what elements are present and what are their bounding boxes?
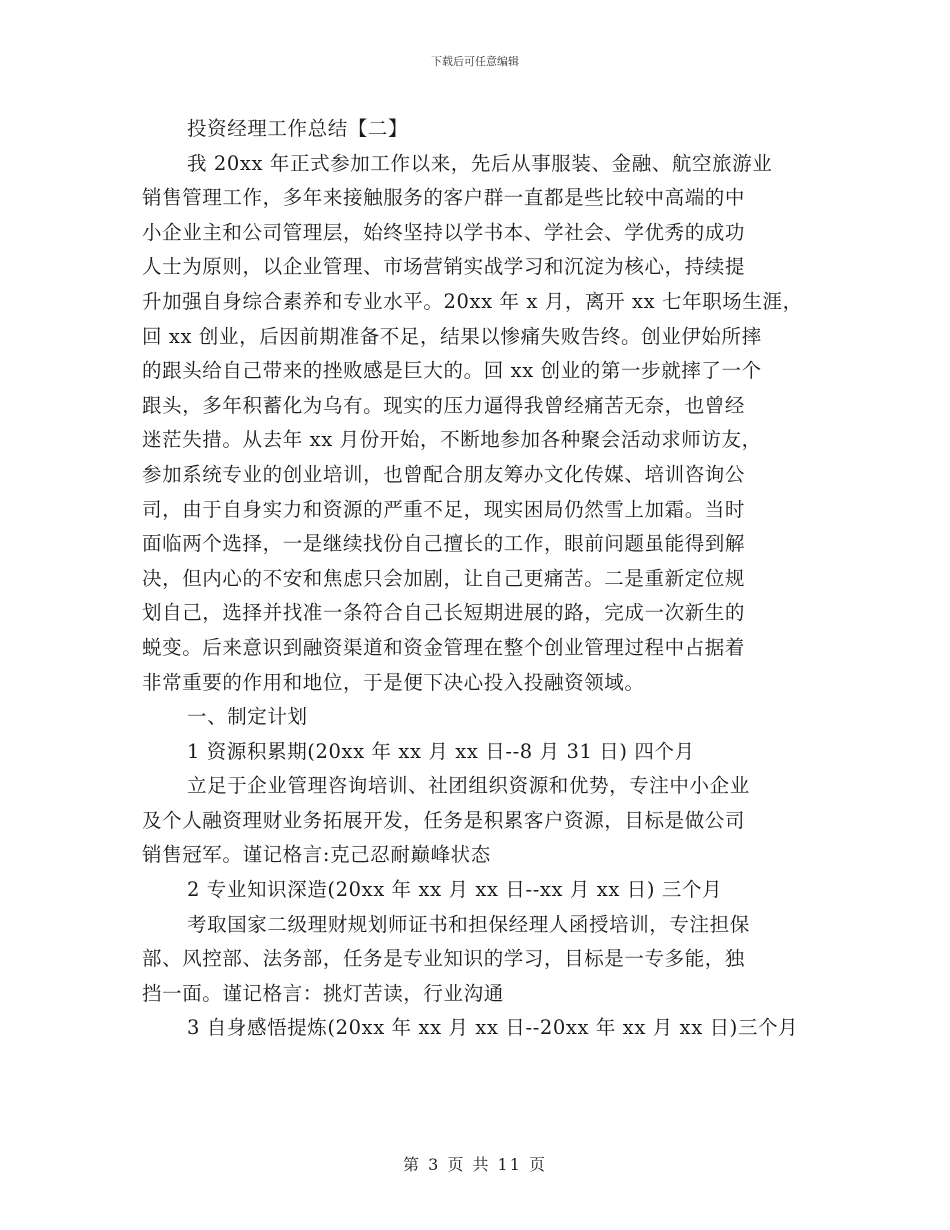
text-line: 部、风控部、法务部，任务是专业知识的学习，目标是一专多能，独 (142, 947, 746, 971)
section-title: 投资经理工作总结【二】 (187, 117, 409, 140)
text-line: 3 自身感悟提炼(20xx 年 xx 月 xx 日--20xx 年 xx 月 xx 日)三个月 (187, 1016, 799, 1040)
text-line: 非常重要的作用和地位，于是便下决心投入投融资领域。 (142, 670, 645, 694)
text-line: 2 专业知识深造(20xx 年 xx 月 xx 日--xx 月 xx 日) 三个月 (187, 878, 723, 902)
text-line: 考取国家二级理财规划师证书和担保经理人函授培训，专注担保 (187, 912, 750, 936)
text-line: 面临两个选择，一是继续找份自己擅长的工作，眼前问题虽能得到解 (142, 532, 746, 556)
text-line: 立足于企业管理咨询培训、社团组织资源和优势，专注中小企业 (187, 774, 750, 798)
text-line: 蜕变。后来意识到融资渠道和资金管理在整个创业管理过程中占据着 (142, 635, 746, 659)
text-line: 挡一面。谨记格言：挑灯苦读，行业沟通 (142, 981, 504, 1005)
text-line: 跟头，多年积蓄化为乌有。现实的压力逼得我曾经痛苦无奈，也曾经 (142, 393, 746, 417)
text-line: 司，由于自身实力和资源的严重不足，现实困局仍然雪上加霜。当时 (142, 497, 746, 521)
text-line: 的跟头给自己带来的挫败感是巨大的。回 xx 创业的第一步就摔了一个 (142, 359, 762, 383)
text-line: 销售管理工作，多年来接触服务的客户群一直都是些比较中高端的中 (142, 186, 746, 210)
text-line: 划自己，选择并找准一条符合自己长短期进展的路，完成一次新生的 (142, 601, 746, 625)
text-line: 决，但内心的不安和焦虑只会加剧，让自己更痛苦。二是重新定位规 (142, 566, 746, 590)
document-body (142, 112, 822, 1046)
text-line: 及个人融资理财业务拓展开发，任务是积累客户资源，目标是做公司 (142, 808, 746, 832)
text-line: 迷茫失措。从去年 xx 月份开始，不断地参加各种聚会活动求师访友， (142, 428, 762, 452)
text-line: 一、制定计划 (187, 705, 308, 729)
header-note: 下载后可任意编辑 (431, 55, 519, 68)
text-line: 1 资源积累期(20xx 年 xx 月 xx 日--8 月 31 日) 四个月 (187, 739, 695, 763)
text-line: 销售冠军。谨记格言:克己忍耐巅峰状态 (142, 843, 491, 867)
text-line: 小企业主和公司管理层，始终坚持以学书本、学社会、学优秀的成功 (142, 220, 746, 244)
page-footer: 第 3 页 共 11 页 (403, 1155, 547, 1174)
text-line: 参加系统专业的创业培训，也曾配合朋友筹办文化传媒、培训咨询公 (142, 462, 746, 486)
text-line: 人士为原则，以企业管理、市场营销实战学习和沉淀为核心，持续提 (142, 255, 746, 279)
text-line: 我 20xx 年正式参加工作以来，先后从事服装、金融、航空旅游业 (187, 151, 773, 175)
text-line: 回 xx 创业，后因前期准备不足，结果以惨痛失败告终。创业伊始所摔 (142, 324, 762, 348)
text-line: 升加强自身综合素养和专业水平。20xx 年 x 月，离开 xx 七年职场生涯， (142, 289, 803, 313)
